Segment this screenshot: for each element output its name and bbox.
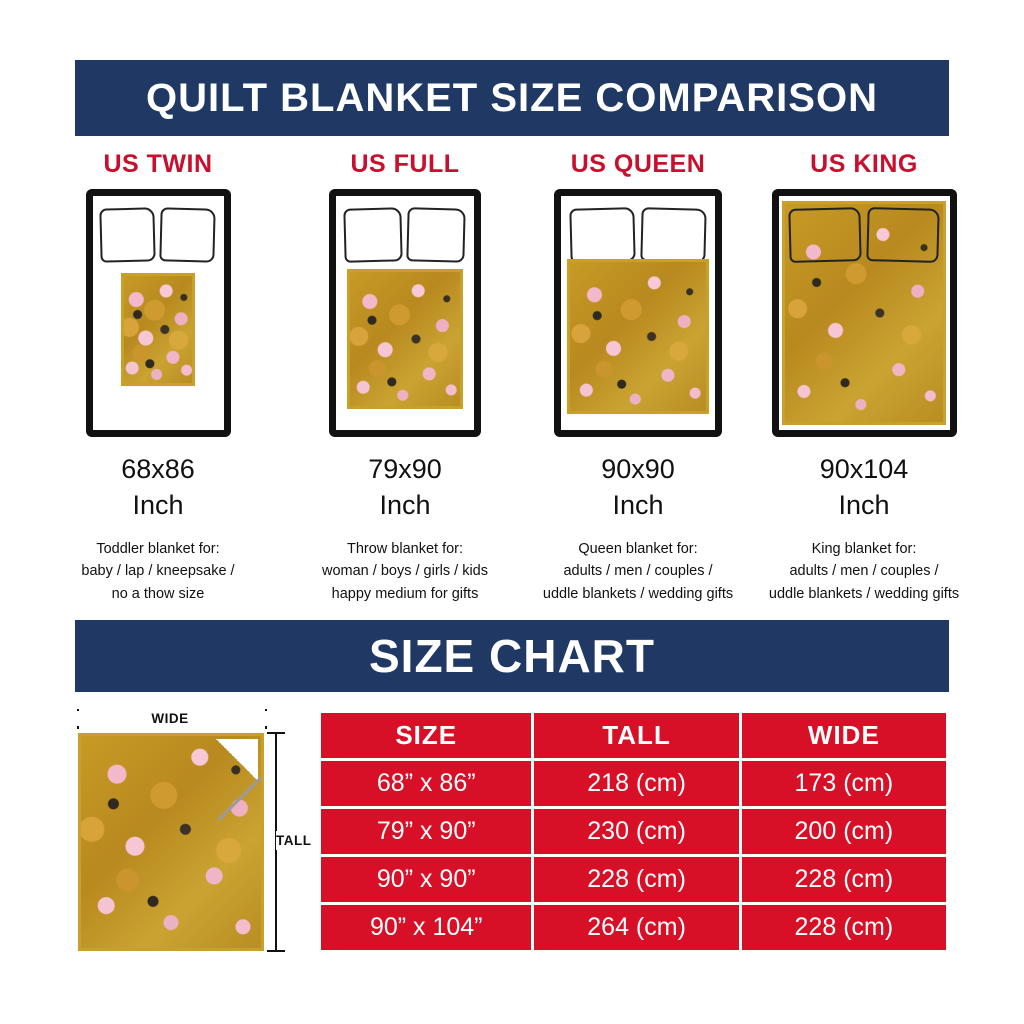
size-description-line: Queen blanket for: (578, 540, 698, 557)
size-dimensions-value: 90x104 (819, 454, 909, 484)
size-dimensions-value: 90x90 (601, 454, 675, 484)
size-description-line: uddle blankets / wedding gifts (542, 585, 734, 602)
size-column-title: US QUEEN (570, 150, 706, 178)
blanket-swatch (78, 733, 264, 951)
pillows (570, 208, 706, 262)
size-description-line: adults / men / couples / (563, 563, 713, 580)
cell-size: 68” x 86” (321, 761, 531, 806)
size-description-line: Throw blanket for: (346, 540, 464, 557)
size-description-line: uddle blankets / wedding gifts (768, 585, 960, 602)
quilt-swatch (347, 269, 463, 409)
size-description (532, 538, 744, 605)
cell-wide: 200 (cm) (742, 809, 946, 854)
cell-tall: 264 (cm) (534, 905, 738, 950)
size-description-line: King blanket for: (811, 540, 917, 557)
table-row (321, 809, 946, 854)
bed-illustration-us-queen (554, 189, 722, 437)
size-dimensions (758, 451, 970, 524)
size-description-line: happy medium for gifts (331, 585, 479, 602)
comparison-banner (75, 60, 949, 136)
quilt-swatch (567, 259, 709, 413)
pillow-right (160, 207, 217, 262)
pillows (344, 208, 465, 262)
size-dimensions (305, 451, 505, 524)
cell-tall: 218 (cm) (534, 761, 738, 806)
cell-size: 79” x 90” (321, 809, 531, 854)
comparison-banner-title: QUILT BLANKET SIZE COMPARISON (146, 75, 878, 120)
size-unit: Inch (379, 490, 431, 521)
size-dimensions (58, 451, 258, 524)
size-description (58, 538, 258, 605)
table-header-row (321, 713, 946, 758)
pillow-left (570, 207, 636, 262)
table-row (321, 857, 946, 902)
size-unit: Inch (838, 490, 890, 521)
wide-label: WIDE (70, 711, 270, 726)
blanket-fold-corner (216, 739, 258, 781)
size-description-line: no a thow size (111, 585, 205, 602)
blanket-fold-line (218, 776, 263, 821)
cell-size: 90” x 104” (321, 905, 531, 950)
size-chart-banner-title: SIZE CHART (369, 630, 655, 682)
size-dimensions-value: 68x86 (121, 454, 195, 484)
size-description-line: Toddler blanket for: (96, 540, 220, 557)
cell-size: 90” x 90” (321, 857, 531, 902)
size-column-title: US FULL (350, 150, 460, 178)
pillow-right (640, 207, 706, 262)
size-column-us-king (758, 150, 970, 605)
size-description (758, 538, 970, 605)
column-header-tall: TALL (534, 713, 738, 758)
size-chart-banner (75, 620, 949, 692)
pillow-left (100, 207, 157, 262)
pillows (100, 208, 215, 262)
bed-illustration-us-king (772, 189, 957, 437)
size-description-line: adults / men / couples / (789, 563, 939, 580)
pillows (789, 208, 939, 262)
size-dimensions-value: 79x90 (368, 454, 442, 484)
cell-wide: 228 (cm) (742, 857, 946, 902)
column-header-size: SIZE (321, 713, 531, 758)
size-unit: Inch (132, 490, 184, 521)
pillow-left (344, 207, 404, 262)
cell-wide: 173 (cm) (742, 761, 946, 806)
size-column-us-queen (532, 150, 744, 605)
pillow-left (788, 207, 862, 263)
size-column-us-twin (58, 150, 258, 605)
size-dimensions (532, 451, 744, 524)
blanket-measurement-diagram (70, 705, 312, 967)
tall-label: TALL (276, 833, 312, 848)
bed-illustration-us-twin (86, 189, 231, 437)
cell-tall: 230 (cm) (534, 809, 738, 854)
quilt-swatch (121, 273, 194, 385)
size-description-line: woman / boys / girls / kids (322, 563, 488, 580)
size-description (305, 538, 505, 605)
size-column-title: US TWIN (103, 150, 213, 178)
size-description-line: baby / lap / kneepsake / (81, 563, 235, 580)
bed-illustration-us-full (329, 189, 481, 437)
cell-tall: 228 (cm) (534, 857, 738, 902)
size-column-us-full (305, 150, 505, 605)
table-row (321, 905, 946, 950)
pillow-right (407, 207, 467, 262)
size-unit: Inch (612, 490, 664, 521)
cell-wide: 228 (cm) (742, 905, 946, 950)
size-column-title: US KING (810, 150, 918, 178)
size-chart-table-wrap (318, 710, 949, 953)
table-row (321, 761, 946, 806)
pillow-right (866, 207, 940, 263)
column-header-wide: WIDE (742, 713, 946, 758)
size-chart-table (318, 710, 949, 953)
